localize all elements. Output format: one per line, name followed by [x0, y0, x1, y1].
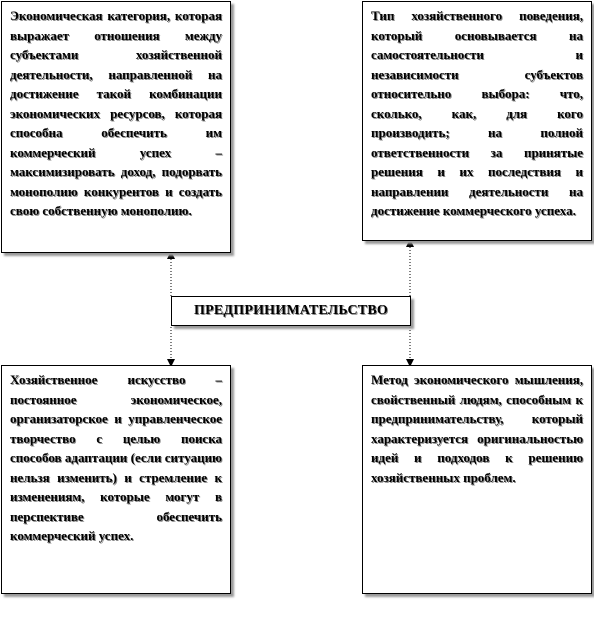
definition-text-economic-art: Хозяйственное искусство – постоянное экономическое, организаторское и управленческое творчество с целью поиска способов адаптации (если ситуацию нельзя изменить) и стремление к изменениям, которые могут в перспективе обеспечить коммерческий успех. — [10, 372, 222, 543]
definition-text-behavior-type: Тип хозяйственного поведения, который основывается на самостоятельности и независимости субъектов относительно выбора: что, сколько, как, для кого производить; на полной ответственности за принятые решения и их последствия и направлении деятельности на достижение коммерческого успеха. — [371, 8, 583, 218]
definition-text-thinking-method: Метод экономического мышления, свойственный людям, способным к предпринимательству, который характеризуется оригинальностью идей и подходов к решению хозяйственных проблем. — [371, 372, 583, 485]
definition-box-top-right — [362, 1, 592, 241]
definition-text-economic-category: Экономическая категория, которая выражает отношения между субъектами хозяйственной деятельности, направленной на достижение такой комбинации экономических ресурсов, которая способна обеспечить им коммерческий успех – максимизировать доход, подорвать монополию конкурентов и создать свою собственную монополию. — [10, 8, 222, 218]
central-concept-box — [171, 296, 411, 326]
definition-box-bottom-right — [362, 365, 592, 594]
central-concept-label: ПРЕДПРИНИМАТЕЛЬСТВО — [194, 303, 388, 318]
definition-box-top-left — [1, 1, 231, 253]
definition-box-bottom-left — [1, 365, 231, 594]
